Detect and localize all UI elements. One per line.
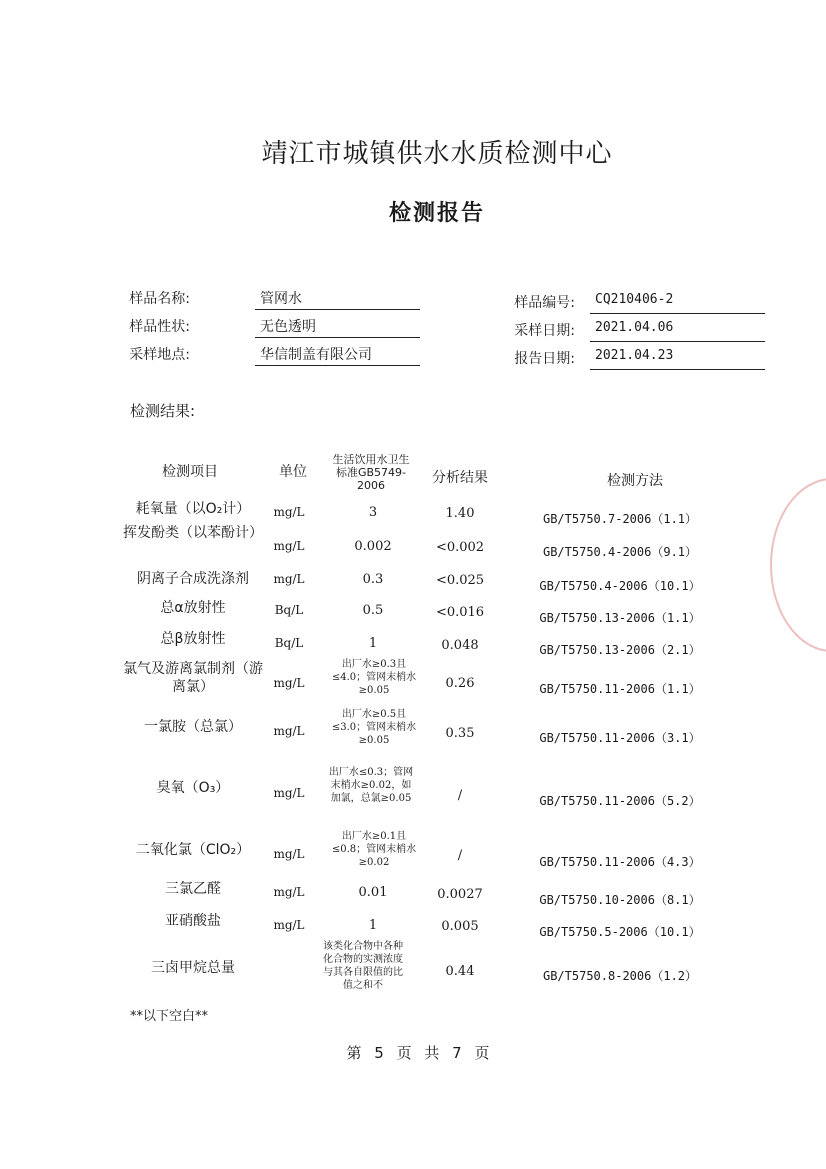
- table-cell-method: GB/T5750.11-2006（4.3）: [539, 855, 701, 869]
- table-cell-method: GB/T5750.7-2006（1.1）: [542, 512, 698, 526]
- table-cell-item: 总β放射性: [160, 631, 226, 647]
- table-cell-standard: 出厂水≥0.3且≤4.0；管网末梢水≥0.05: [331, 659, 417, 696]
- sampling-location-label: 采样地点:: [129, 347, 190, 363]
- end-mark: **以下空白**: [130, 1009, 209, 1024]
- table-cell-standard: 1: [368, 636, 378, 651]
- table-cell-method: GB/T5750.4-2006（9.1）: [542, 545, 698, 559]
- table-cell-method: GB/T5750.11-2006（1.1）: [539, 682, 701, 696]
- table-cell-unit: mg/L: [273, 572, 305, 586]
- organization-name: 靖江市城镇供水水质检测中心: [261, 139, 613, 169]
- table-cell-item: 耗氧量（以O₂计）: [135, 501, 251, 517]
- table-cell-unit: mg/L: [273, 885, 305, 899]
- report-date-label: 报告日期:: [514, 351, 575, 367]
- header-result: 分析结果: [432, 470, 488, 486]
- table-cell-item: 阴离子合成洗涤剂: [137, 571, 249, 587]
- table-cell-standard: 出厂水≤0.3；管网末梢水≥0.02，如加氯，总氯≥0.05: [328, 767, 414, 804]
- table-cell-standard: 0.3: [362, 572, 384, 587]
- table-cell-item: 一氯胺（总氯）: [144, 719, 242, 735]
- table-cell-unit: mg/L: [273, 505, 305, 519]
- table-cell-standard: 1: [368, 918, 378, 933]
- table-cell-standard: 该类化合物中各种化合物的实测浓度与其各自限值的比值之和不: [323, 941, 403, 991]
- underline: [255, 337, 420, 338]
- seal-stamp: [770, 478, 826, 652]
- sampling-location-row: [95, 344, 425, 366]
- table-cell-item: 三卤甲烷总量: [151, 960, 235, 976]
- table-cell-unit: mg/L: [273, 786, 305, 800]
- page-number: 第 5 页 共 7 页: [346, 1044, 490, 1062]
- table-cell-method: GB/T5750.5-2006（10.1）: [539, 925, 701, 939]
- sample-name-label: 样品名称:: [129, 291, 190, 307]
- table-cell-unit: mg/L: [273, 676, 305, 690]
- table-cell-method: GB/T5750.10-2006（8.1）: [539, 893, 701, 907]
- table-cell-method: GB/T5750.11-2006（3.1）: [539, 731, 701, 745]
- table-cell-method: GB/T5750.13-2006（2.1）: [539, 643, 701, 657]
- table-cell-standard: 0.002: [354, 539, 392, 554]
- header-item: 检测项目: [162, 464, 218, 480]
- sample-id-row: [480, 292, 770, 314]
- table-cell-result: 0.44: [445, 964, 475, 979]
- table-cell-result: <0.016: [435, 605, 485, 620]
- table-cell-standard: 出厂水≥0.5且≤3.0；管网末梢水≥0.05: [331, 709, 417, 746]
- table-cell-result: 0.26: [445, 676, 475, 691]
- table-cell-method: GB/T5750.13-2006（1.1）: [539, 611, 701, 625]
- sample-name-row: [95, 288, 425, 310]
- sample-id-value: CQ210406-2: [595, 292, 674, 307]
- header-unit: 单位: [279, 464, 307, 480]
- underline: [590, 341, 765, 342]
- table-cell-method: GB/T5750.8-2006（1.2）: [542, 969, 698, 983]
- sampling-date-row: [480, 320, 770, 342]
- table-cell-result: /: [457, 848, 463, 863]
- underline: [255, 365, 420, 366]
- table-cell-standard: 3: [368, 505, 378, 520]
- table-cell-result: 0.005: [441, 919, 479, 934]
- report-date-row: [480, 348, 770, 370]
- table-cell-item: 臭氧（O₃）: [156, 780, 230, 796]
- results-label: 检测结果:: [130, 402, 196, 420]
- table-cell-standard: 0.01: [358, 885, 388, 900]
- table-cell-result: 0.35: [445, 726, 475, 741]
- underline: [255, 309, 420, 310]
- sample-state-value: 无色透明: [260, 319, 316, 335]
- table-cell-unit: Bq/L: [274, 603, 304, 617]
- table-cell-item: 二氧化氯（ClO₂）: [135, 842, 251, 858]
- table-cell-unit: mg/L: [273, 918, 305, 932]
- sample-state-label: 样品性状:: [129, 319, 190, 335]
- report-title: 检测报告: [388, 201, 485, 226]
- table-cell-unit: mg/L: [273, 724, 305, 738]
- sample-id-label: 样品编号:: [514, 295, 575, 311]
- table-cell-result: 0.048: [441, 638, 479, 653]
- table-cell-unit: mg/L: [273, 539, 305, 553]
- table-cell-result: 1.40: [445, 506, 475, 521]
- sample-name-value: 管网水: [260, 291, 302, 307]
- sampling-date-value: 2021.04.06: [595, 320, 674, 335]
- table-cell-method: GB/T5750.4-2006（10.1）: [539, 579, 701, 593]
- table-cell-method: GB/T5750.11-2006（5.2）: [539, 794, 701, 808]
- table-cell-unit: Bq/L: [274, 636, 304, 650]
- sample-state-row: [95, 316, 425, 338]
- table-cell-result: /: [457, 788, 463, 803]
- sampling-location-value: 华信制盖有限公司: [260, 347, 372, 363]
- table-cell-item: 三氯乙醛: [165, 881, 221, 897]
- header-standard: 生活饮用水卫生标准GB5749-2006: [332, 453, 410, 492]
- table-cell-item: 氯气及游离氯制剂（游离氯）: [123, 661, 263, 695]
- table-cell-result: <0.025: [435, 573, 485, 588]
- table-cell-result: <0.002: [435, 540, 485, 555]
- table-cell-unit: mg/L: [273, 847, 305, 861]
- sampling-date-label: 采样日期:: [514, 323, 575, 339]
- table-cell-item: 总α放射性: [160, 600, 226, 616]
- table-cell-result: 0.0027: [437, 887, 483, 902]
- underline: [590, 313, 765, 314]
- report-date-value: 2021.04.23: [595, 348, 674, 363]
- header-method: 检测方法: [607, 473, 663, 489]
- underline: [590, 369, 765, 370]
- table-cell-standard: 0.5: [362, 603, 384, 618]
- table-cell-item: 亚硝酸盐: [165, 913, 221, 929]
- table-cell-standard: 出厂水≥0.1且≤0.8；管网末梢水≥0.02: [331, 831, 417, 868]
- table-cell-item: 挥发酚类（以苯酚计）: [123, 525, 263, 541]
